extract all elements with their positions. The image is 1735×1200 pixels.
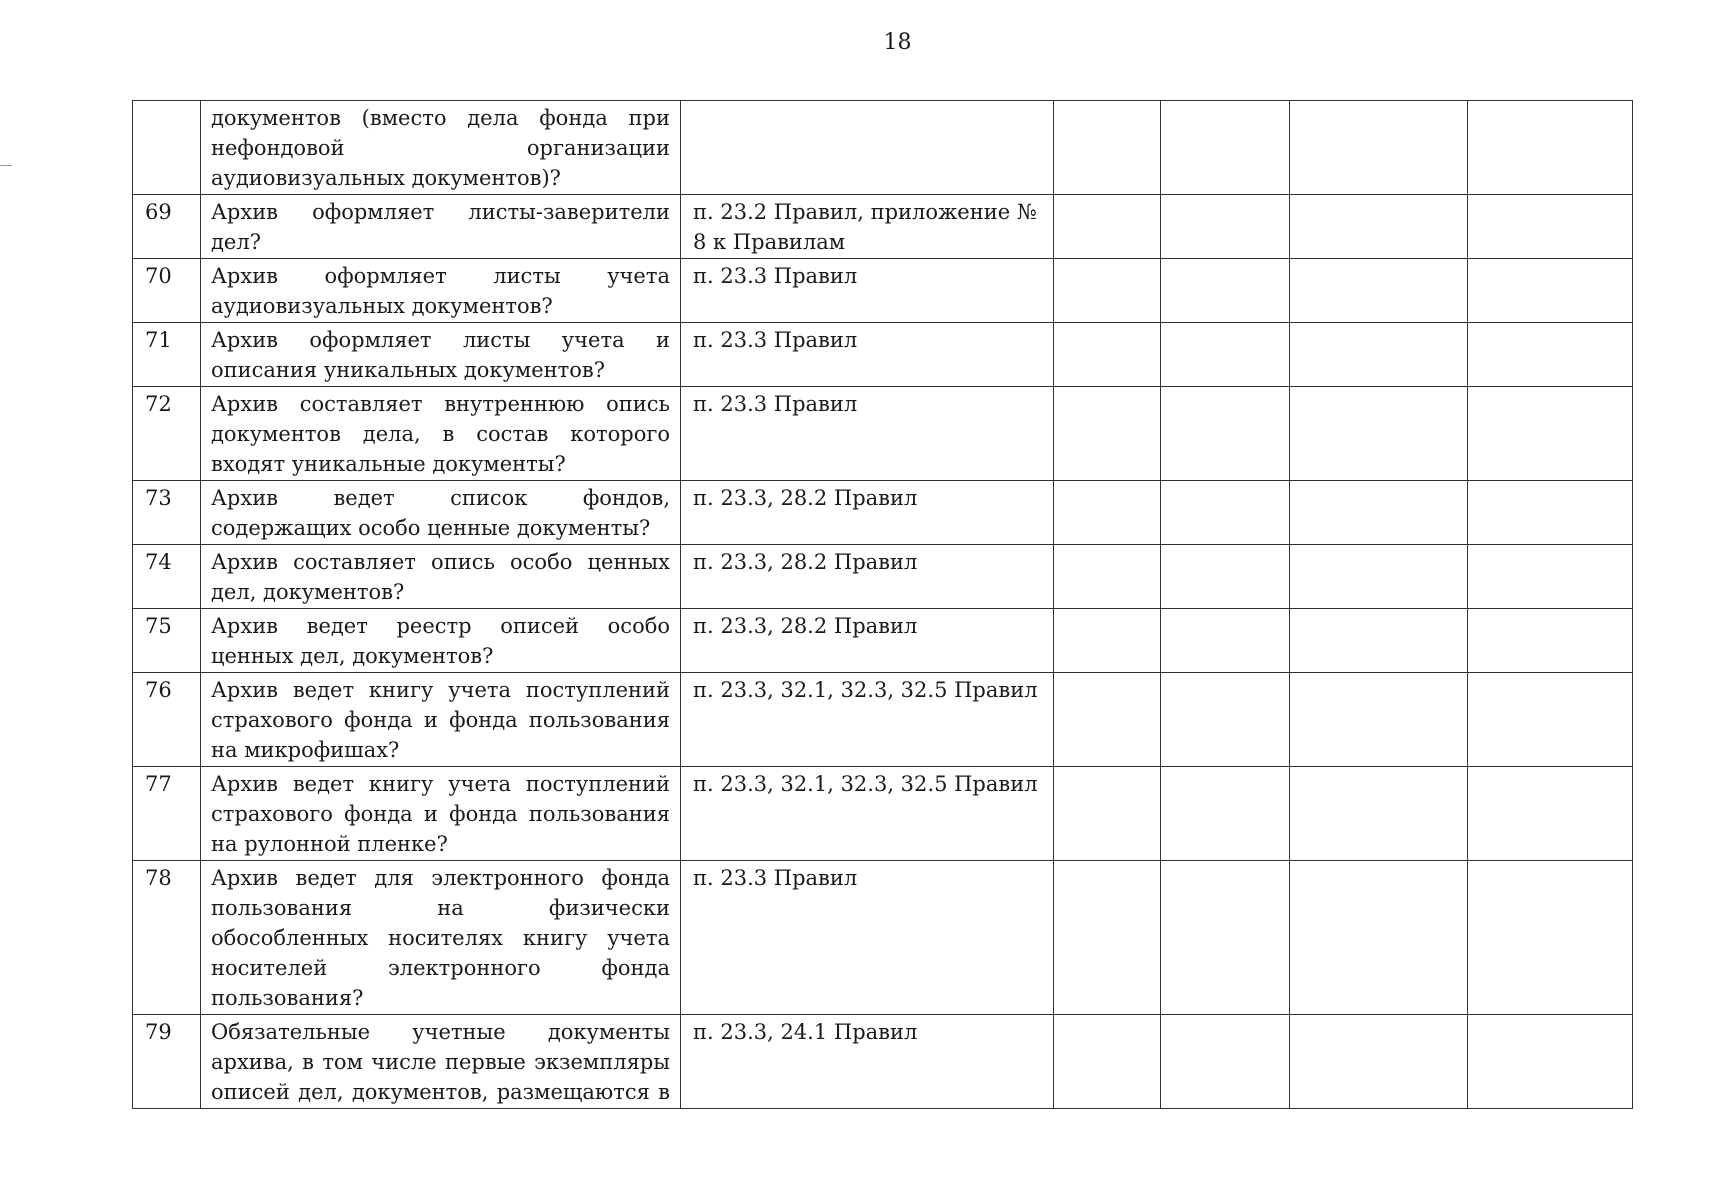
reference-cell: п. 23.3 Правил	[681, 323, 1054, 387]
answer-cell[interactable]	[1054, 481, 1161, 545]
answer-cell[interactable]	[1161, 861, 1290, 1015]
question-cell: Архив оформляет листы учета аудиовизуальных документов?	[201, 259, 681, 323]
question-cell: Архив ведет книгу учета поступлений страхового фонда и фонда пользования на микрофишах?	[201, 673, 681, 767]
answer-cell[interactable]	[1161, 609, 1290, 673]
answer-cell[interactable]	[1290, 195, 1468, 259]
answer-cell[interactable]	[1468, 323, 1633, 387]
answer-cell[interactable]	[1290, 767, 1468, 861]
answer-cell[interactable]	[1161, 545, 1290, 609]
answer-cell[interactable]	[1468, 1015, 1633, 1109]
row-number	[133, 101, 201, 195]
answer-cell[interactable]	[1290, 387, 1468, 481]
table-row	[133, 323, 1633, 387]
question-cell: Архив ведет для электронного фонда пользования на физически обособленных носителях книгу учета носителей электронного фонда пользования?	[201, 861, 681, 1015]
question-cell: Архив ведет книгу учета поступлений страхового фонда и фонда пользования на рулонной пленке?	[201, 767, 681, 861]
answer-cell[interactable]	[1468, 101, 1633, 195]
answer-cell[interactable]	[1290, 101, 1468, 195]
answer-cell[interactable]	[1054, 861, 1161, 1015]
answer-cell[interactable]	[1054, 101, 1161, 195]
answer-cell[interactable]	[1290, 673, 1468, 767]
reference-cell: п. 23.2 Правил, приложение № 8 к Правилам	[681, 195, 1054, 259]
row-number: 79	[133, 1015, 201, 1109]
answer-cell[interactable]	[1468, 861, 1633, 1015]
reference-cell	[681, 101, 1054, 195]
answer-cell[interactable]	[1290, 1015, 1468, 1109]
answer-cell[interactable]	[1054, 1015, 1161, 1109]
reference-cell: п. 23.3, 28.2 Правил	[681, 609, 1054, 673]
reference-cell: п. 23.3 Правил	[681, 259, 1054, 323]
question-cell: Архив ведет список фондов, содержащих особо ценные документы?	[201, 481, 681, 545]
table-row	[133, 387, 1633, 481]
table-row	[133, 1015, 1633, 1109]
answer-cell[interactable]	[1161, 1015, 1290, 1109]
answer-cell[interactable]	[1290, 323, 1468, 387]
question-cell: Обязательные учетные документы архива, в том числе первые экземпляры описей дел, документов, размещаются в	[201, 1015, 681, 1109]
reference-cell: п. 23.3 Правил	[681, 861, 1054, 1015]
answer-cell[interactable]	[1468, 195, 1633, 259]
row-number: 69	[133, 195, 201, 259]
answer-cell[interactable]	[1054, 673, 1161, 767]
answer-cell[interactable]	[1054, 609, 1161, 673]
question-cell: документов (вместо дела фонда при нефондовой организации аудиовизуальных документов)?	[201, 101, 681, 195]
answer-cell[interactable]	[1161, 259, 1290, 323]
table-row	[133, 545, 1633, 609]
answer-cell[interactable]	[1468, 609, 1633, 673]
scan-mark	[0, 165, 12, 166]
answer-cell[interactable]	[1290, 861, 1468, 1015]
answer-cell[interactable]	[1468, 259, 1633, 323]
table-row	[133, 673, 1633, 767]
answer-cell[interactable]	[1054, 323, 1161, 387]
answer-cell[interactable]	[1054, 767, 1161, 861]
question-cell: Архив ведет реестр описей особо ценных дел, документов?	[201, 609, 681, 673]
answer-cell[interactable]	[1054, 545, 1161, 609]
reference-cell: п. 23.3, 28.2 Правил	[681, 545, 1054, 609]
answer-cell[interactable]	[1468, 767, 1633, 861]
reference-cell: п. 23.3, 24.1 Правил	[681, 1015, 1054, 1109]
table-row	[133, 767, 1633, 861]
row-number: 73	[133, 481, 201, 545]
answer-cell[interactable]	[1054, 195, 1161, 259]
table-row	[133, 861, 1633, 1015]
reference-cell: п. 23.3, 28.2 Правил	[681, 481, 1054, 545]
question-cell: Архив оформляет листы-заверители дел?	[201, 195, 681, 259]
row-number: 76	[133, 673, 201, 767]
answer-cell[interactable]	[1161, 767, 1290, 861]
row-number: 71	[133, 323, 201, 387]
table-row	[133, 259, 1633, 323]
answer-cell[interactable]	[1161, 387, 1290, 481]
table-row	[133, 101, 1633, 195]
answer-cell[interactable]	[1161, 673, 1290, 767]
answer-cell[interactable]	[1290, 481, 1468, 545]
table-body	[133, 101, 1633, 1109]
row-number: 72	[133, 387, 201, 481]
answer-cell[interactable]	[1468, 481, 1633, 545]
question-cell: Архив составляет опись особо ценных дел, документов?	[201, 545, 681, 609]
answer-cell[interactable]	[1054, 259, 1161, 323]
answer-cell[interactable]	[1054, 387, 1161, 481]
answer-cell[interactable]	[1290, 545, 1468, 609]
table-row	[133, 609, 1633, 673]
answer-cell[interactable]	[1161, 101, 1290, 195]
reference-cell: п. 23.3 Правил	[681, 387, 1054, 481]
reference-cell: п. 23.3, 32.1, 32.3, 32.5 Правил	[681, 767, 1054, 861]
answer-cell[interactable]	[1468, 673, 1633, 767]
row-number: 75	[133, 609, 201, 673]
checklist-table	[132, 100, 1633, 1109]
row-number: 74	[133, 545, 201, 609]
answer-cell[interactable]	[1290, 609, 1468, 673]
answer-cell[interactable]	[1161, 481, 1290, 545]
question-cell: Архив составляет внутреннюю опись документов дела, в состав которого входят уникальные документы?	[201, 387, 681, 481]
table-row	[133, 195, 1633, 259]
row-number: 78	[133, 861, 201, 1015]
page-number: 18	[883, 30, 912, 55]
answer-cell[interactable]	[1161, 195, 1290, 259]
reference-cell: п. 23.3, 32.1, 32.3, 32.5 Правил	[681, 673, 1054, 767]
row-number: 70	[133, 259, 201, 323]
answer-cell[interactable]	[1161, 323, 1290, 387]
question-cell: Архив оформляет листы учета и описания уникальных документов?	[201, 323, 681, 387]
answer-cell[interactable]	[1468, 387, 1633, 481]
answer-cell[interactable]	[1290, 259, 1468, 323]
answer-cell[interactable]	[1468, 545, 1633, 609]
table-row	[133, 481, 1633, 545]
row-number: 77	[133, 767, 201, 861]
